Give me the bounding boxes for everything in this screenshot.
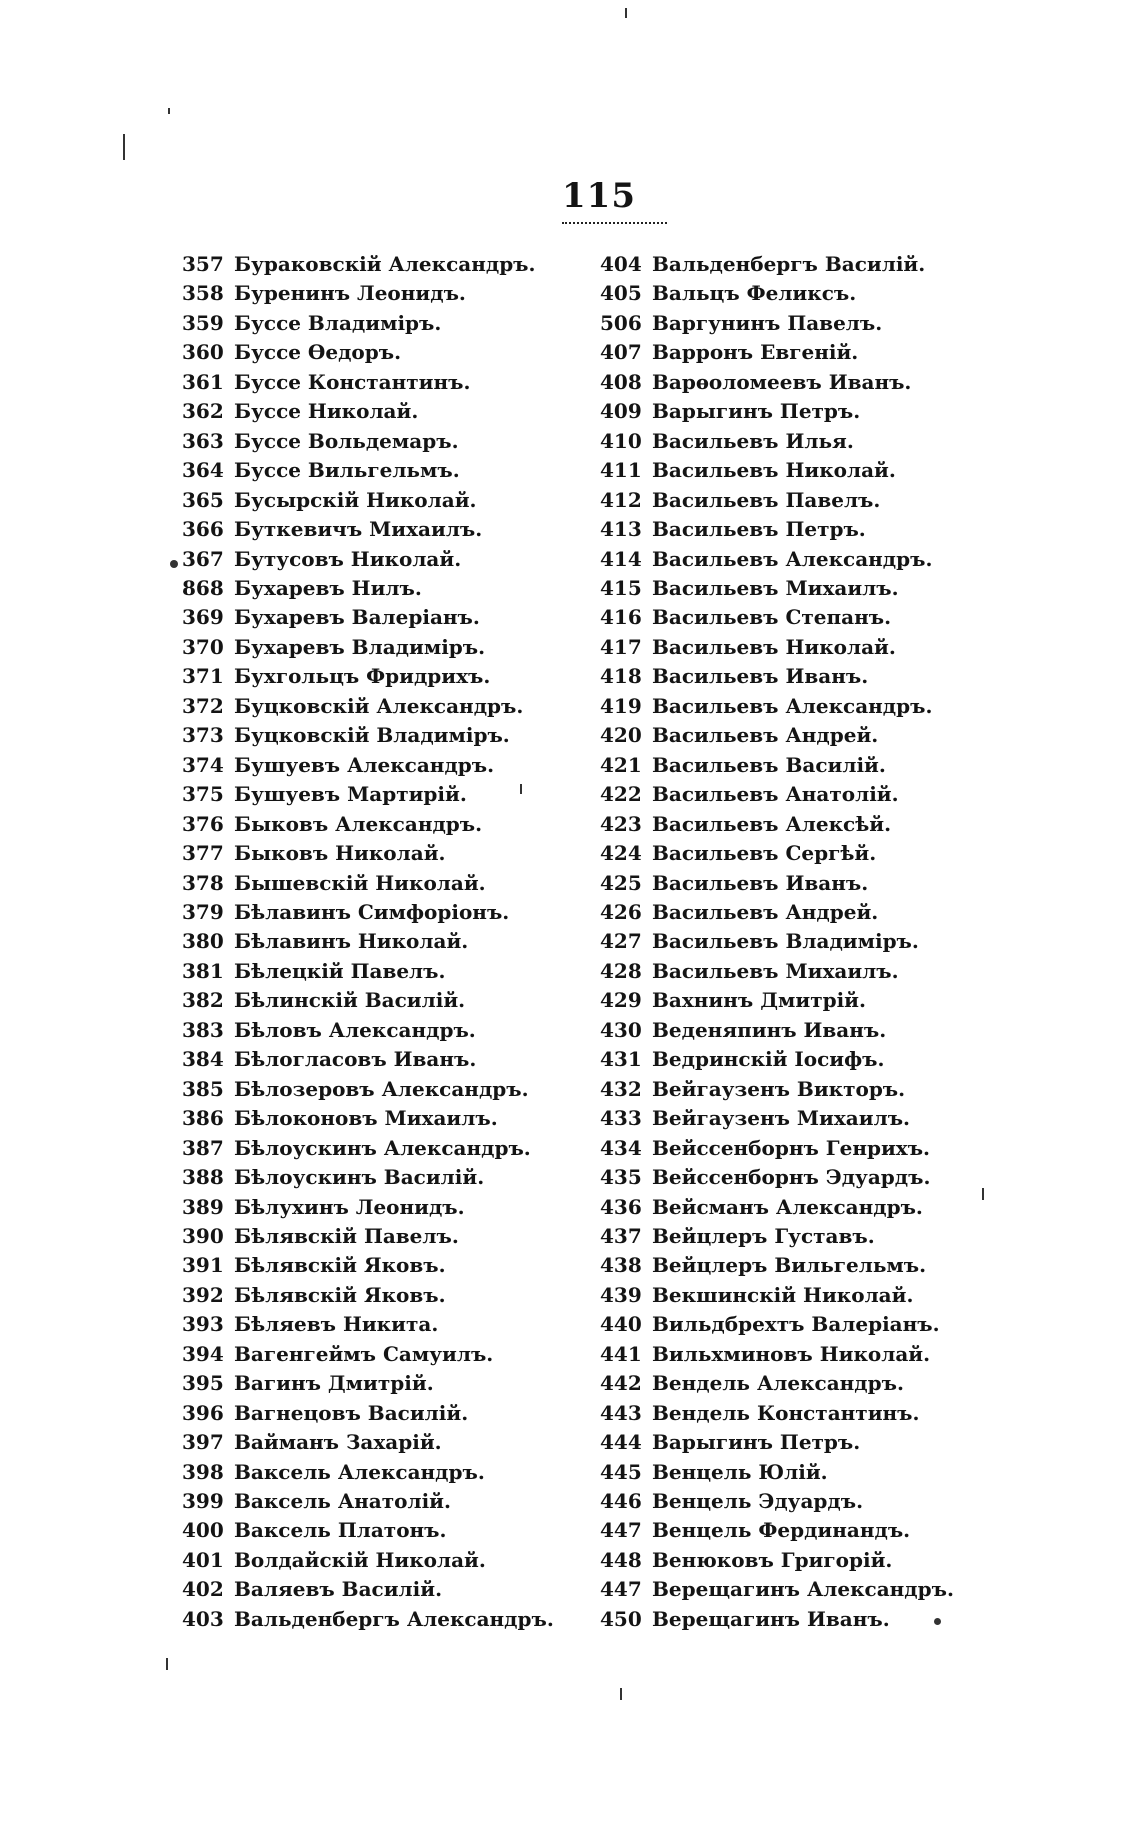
entry-name: Васильевъ Владиміръ. [652, 929, 919, 954]
entry-name: Буренинъ Леонидъ. [234, 281, 466, 306]
list-item [600, 751, 954, 780]
list-item [182, 1458, 554, 1487]
list-item [182, 662, 554, 691]
entry-name: Вендель Константинъ. [652, 1400, 920, 1425]
list-item [600, 1075, 954, 1104]
entry-number: 437 [600, 1223, 642, 1248]
entry-number: 363 [182, 428, 224, 453]
entry-name: Венцель Фердинандъ. [652, 1518, 911, 1543]
entry-number: 367 [182, 546, 224, 571]
entry-number: 377 [182, 841, 224, 866]
entry-number: 433 [600, 1106, 642, 1131]
entry-number: 423 [600, 811, 642, 836]
entry-name: Васильевъ Николай. [652, 458, 896, 483]
entry-number: 383 [182, 1017, 224, 1042]
entry-name: Васильевъ Иванъ. [652, 870, 869, 895]
list-item [600, 1546, 954, 1575]
list-item [600, 1605, 954, 1634]
entry-name: Варгунинъ Павелъ. [652, 310, 883, 335]
list-item [600, 1399, 954, 1428]
scan-mark [520, 784, 522, 794]
entry-name: Буссе Николай. [234, 399, 419, 424]
entry-number: 446 [600, 1489, 642, 1514]
entry-name: Вейссенборнъ Генрихъ. [652, 1135, 931, 1160]
list-item [600, 927, 954, 956]
list-item [182, 1075, 554, 1104]
entry-name: Вагинъ Дмитрій. [234, 1371, 434, 1396]
list-item [600, 1016, 954, 1045]
scan-mark [625, 8, 627, 18]
entry-name: Бѣлавинъ Симфоріонъ. [234, 899, 510, 924]
entry-number: 447 [600, 1518, 642, 1543]
entry-name: Венюковъ Григорій. [652, 1547, 893, 1572]
entry-number: 376 [182, 811, 224, 836]
entry-name: Буцковскій Владиміръ. [234, 723, 510, 748]
entry-number: 384 [182, 1047, 224, 1072]
list-item [182, 1134, 554, 1163]
list-item [600, 1516, 954, 1545]
entry-number: 381 [182, 958, 224, 983]
list-item [182, 1487, 554, 1516]
entry-number: 442 [600, 1371, 642, 1396]
entry-number: 445 [600, 1459, 642, 1484]
entry-name: Ваксель Платонъ. [234, 1518, 447, 1543]
entry-number: 357 [182, 252, 224, 276]
entry-name: Васильевъ Сергѣй. [652, 841, 877, 866]
entry-name: Бѣлогласовъ Иванъ. [234, 1047, 477, 1072]
list-item [600, 1134, 954, 1163]
entry-number: 393 [182, 1312, 224, 1337]
list-item [182, 1016, 554, 1045]
entry-name: Варыгинъ Петръ. [652, 1430, 861, 1455]
list-item [182, 1310, 554, 1339]
entry-name: Бураковскій Александръ. [234, 252, 536, 276]
entry-name: Буссе Вольдемаръ. [234, 428, 459, 453]
entry-number: 419 [600, 693, 642, 718]
entry-name: Васильевъ Николай. [652, 634, 896, 659]
list-item [600, 250, 954, 279]
entry-number: 407 [600, 340, 642, 365]
entry-name: Вагенгеймъ Самуилъ. [234, 1341, 494, 1366]
list-item [600, 1369, 954, 1398]
entry-name: Вайманъ Захарій. [234, 1430, 442, 1455]
scan-mark [123, 134, 125, 160]
entry-number: 415 [600, 575, 642, 600]
entry-number: 421 [600, 752, 642, 777]
scan-mark [982, 1188, 984, 1200]
entry-number: 390 [182, 1223, 224, 1248]
entry-name: Верещагинъ Александръ. [652, 1577, 954, 1602]
entry-number: 430 [600, 1017, 642, 1042]
entry-name: Васильевъ Андрей. [652, 899, 879, 924]
entry-name: Вейцлеръ Вильгельмъ. [652, 1253, 927, 1278]
entry-name: Вильхминовъ Николай. [652, 1341, 931, 1366]
entry-number: 408 [600, 369, 642, 394]
entry-name: Векшинскій Николай. [652, 1282, 914, 1307]
right-column [600, 250, 954, 1634]
entry-name: Ваксель Анатолій. [234, 1489, 451, 1514]
entry-number: 373 [182, 723, 224, 748]
list-item [182, 338, 554, 367]
entry-name: Быковъ Николай. [234, 841, 446, 866]
entry-name: Бушуевъ Александръ. [234, 752, 495, 777]
entry-number: 366 [182, 517, 224, 542]
list-item [182, 309, 554, 338]
entry-number: 394 [182, 1341, 224, 1366]
entry-number: 434 [600, 1135, 642, 1160]
entry-name: Варронъ Евгеній. [652, 340, 859, 365]
list-item [182, 1222, 554, 1251]
list-item [600, 309, 954, 338]
entry-name: Бѣловъ Александръ. [234, 1017, 476, 1042]
entry-name: Варѳоломеевъ Иванъ. [652, 369, 912, 394]
entry-number: 424 [600, 841, 642, 866]
entry-number: 440 [600, 1312, 642, 1337]
entry-name: Бѣлоускинъ Василій. [234, 1165, 485, 1190]
entry-name: Васильевъ Александръ. [652, 546, 933, 571]
entry-name: Бѣлинскій Василій. [234, 988, 466, 1013]
list-item [182, 986, 554, 1015]
entry-name: Бѣлоконовъ Михаилъ. [234, 1106, 498, 1131]
list-item [182, 869, 554, 898]
entry-name: Бушуевъ Мартирій. [234, 782, 467, 807]
entry-number: 392 [182, 1282, 224, 1307]
list-item [182, 1428, 554, 1457]
list-item [182, 1251, 554, 1280]
list-item [600, 1045, 954, 1074]
page-number: 115 [562, 176, 636, 216]
entry-number: 435 [600, 1165, 642, 1190]
entry-number: 420 [600, 723, 642, 748]
entry-name: Валяевъ Василій. [234, 1577, 443, 1602]
entry-number: 385 [182, 1076, 224, 1101]
entry-number: 374 [182, 752, 224, 777]
entry-number: 386 [182, 1106, 224, 1131]
entry-number: 450 [600, 1606, 642, 1631]
entry-name: Быковъ Александръ. [234, 811, 483, 836]
entry-number: 396 [182, 1400, 224, 1425]
entry-name: Бѣляевъ Никита. [234, 1312, 439, 1337]
entry-name: Вальденбергъ Александръ. [234, 1606, 554, 1631]
list-item [182, 692, 554, 721]
list-item [182, 1104, 554, 1133]
entry-number: 431 [600, 1047, 642, 1072]
list-item [182, 1193, 554, 1222]
entry-name: Венцель Эдуардъ. [652, 1489, 864, 1514]
list-item [182, 486, 554, 515]
list-item [600, 427, 954, 456]
entry-name: Вильдбрехтъ Валеріанъ. [652, 1312, 940, 1337]
entry-name: Бѣлявскій Яковъ. [234, 1253, 446, 1278]
entry-name: Бѣлоускинъ Александръ. [234, 1135, 531, 1160]
entry-number: 417 [600, 634, 642, 659]
list-item [182, 1340, 554, 1369]
entry-number: 398 [182, 1459, 224, 1484]
entry-number: 411 [600, 458, 642, 483]
list-item [182, 1516, 554, 1545]
entry-name: Вейцлеръ Густавъ. [652, 1223, 875, 1248]
entry-number: 439 [600, 1282, 642, 1307]
entry-name: Бусырскій Николай. [234, 487, 477, 512]
entry-number: 388 [182, 1165, 224, 1190]
list-item [182, 574, 554, 603]
entry-name: Васильевъ Алексѣй. [652, 811, 892, 836]
list-item [182, 927, 554, 956]
entry-number: 427 [600, 929, 642, 954]
entry-number: 426 [600, 899, 642, 924]
entry-number: 447 [600, 1577, 642, 1602]
list-item [600, 780, 954, 809]
entry-name: Венцель Юлій. [652, 1459, 828, 1484]
entry-name: Бухгольцъ Фридрихъ. [234, 664, 491, 689]
list-item [600, 456, 954, 485]
list-item [182, 1281, 554, 1310]
entry-number: 365 [182, 487, 224, 512]
left-column [182, 250, 554, 1634]
entry-number: 506 [600, 310, 642, 335]
list-item [182, 1546, 554, 1575]
entry-name: Вальцъ Феликсъ. [652, 281, 857, 306]
list-item [600, 603, 954, 632]
entry-name: Вагнецовъ Василій. [234, 1400, 469, 1425]
list-item [600, 397, 954, 426]
entry-number: 379 [182, 899, 224, 924]
list-item [182, 721, 554, 750]
entry-name: Васильевъ Степанъ. [652, 605, 892, 630]
list-item [182, 751, 554, 780]
list-item [600, 574, 954, 603]
entry-number: 375 [182, 782, 224, 807]
entry-name: Буссе Вильгельмъ. [234, 458, 460, 483]
list-item [600, 1458, 954, 1487]
list-item [182, 603, 554, 632]
entry-name: Васильевъ Александръ. [652, 693, 933, 718]
scan-mark [166, 1658, 168, 1670]
entry-number: 397 [182, 1430, 224, 1455]
list-item [600, 279, 954, 308]
entry-name: Бухаревъ Нилъ. [234, 575, 422, 600]
scan-mark [620, 1688, 622, 1700]
entry-name: Вейсманъ Александръ. [652, 1194, 923, 1219]
entry-name: Бухаревъ Валеріанъ. [234, 605, 480, 630]
entry-number: 364 [182, 458, 224, 483]
entry-number: 404 [600, 252, 642, 276]
entry-number: 448 [600, 1547, 642, 1572]
list-item [600, 986, 954, 1015]
entry-number: 410 [600, 428, 642, 453]
page-number-rule [562, 222, 667, 224]
entry-number: 414 [600, 546, 642, 571]
list-item [182, 1605, 554, 1634]
list-item [600, 839, 954, 868]
list-item [182, 515, 554, 544]
entry-number: 444 [600, 1430, 642, 1455]
entry-number: 389 [182, 1194, 224, 1219]
list-item [182, 1045, 554, 1074]
entry-number: 360 [182, 340, 224, 365]
entry-name: Васильевъ Василій. [652, 752, 886, 777]
entry-name: Васильевъ Михаилъ. [652, 575, 899, 600]
list-item [600, 957, 954, 986]
list-item [600, 1281, 954, 1310]
list-item [182, 633, 554, 662]
list-item [182, 1575, 554, 1604]
entry-name: Буткевичъ Михаилъ. [234, 517, 483, 542]
list-item [600, 692, 954, 721]
entry-name: Волдайскій Николай. [234, 1547, 486, 1572]
list-item [600, 869, 954, 898]
entry-name: Бѣлавинъ Николай. [234, 929, 469, 954]
list-item [182, 545, 554, 574]
entry-name: Васильевъ Анатолій. [652, 782, 899, 807]
list-item [600, 1193, 954, 1222]
entry-number: 359 [182, 310, 224, 335]
list-item [182, 250, 554, 279]
list-item [600, 1310, 954, 1339]
list-item [182, 780, 554, 809]
list-item [600, 1251, 954, 1280]
list-item [600, 515, 954, 544]
entry-number: 371 [182, 664, 224, 689]
entry-number: 418 [600, 664, 642, 689]
entry-number: 372 [182, 693, 224, 718]
list-item [600, 545, 954, 574]
entry-name: Буцковскій Александръ. [234, 693, 524, 718]
entry-number: 380 [182, 929, 224, 954]
list-item [182, 456, 554, 485]
entry-number: 382 [182, 988, 224, 1013]
list-item [600, 721, 954, 750]
entry-name: Васильевъ Илья. [652, 428, 854, 453]
entry-name: Вейгаузенъ Михаилъ. [652, 1106, 911, 1131]
list-item [600, 1163, 954, 1192]
entry-name: Ваксель Александръ. [234, 1459, 485, 1484]
entry-name: Веденяпинъ Иванъ. [652, 1017, 887, 1042]
list-item [182, 397, 554, 426]
entry-name: Вейссенборнъ Эдуардъ. [652, 1165, 931, 1190]
list-item [182, 1399, 554, 1428]
list-item [182, 810, 554, 839]
list-item [182, 1369, 554, 1398]
list-item [600, 338, 954, 367]
list-item [182, 957, 554, 986]
list-item [600, 1222, 954, 1251]
entry-name: Ведринскій Іосифъ. [652, 1047, 885, 1072]
entry-name: Вахнинъ Дмитрій. [652, 988, 866, 1013]
entry-number: 443 [600, 1400, 642, 1425]
list-item [600, 1487, 954, 1516]
entry-number: 425 [600, 870, 642, 895]
list-item [182, 839, 554, 868]
entry-number: 361 [182, 369, 224, 394]
entry-number: 370 [182, 634, 224, 659]
list-item [600, 1104, 954, 1133]
entry-number: 413 [600, 517, 642, 542]
entry-name: Бышевскій Николай. [234, 870, 486, 895]
list-item [182, 1163, 554, 1192]
entry-number: 362 [182, 399, 224, 424]
entry-number: 378 [182, 870, 224, 895]
entry-name: Верещагинъ Иванъ. [652, 1606, 890, 1631]
entry-number: 395 [182, 1371, 224, 1396]
list-item [600, 633, 954, 662]
entry-number: 438 [600, 1253, 642, 1278]
list-item [182, 279, 554, 308]
entry-name: Бѣлявскій Павелъ. [234, 1223, 459, 1248]
entry-number: 391 [182, 1253, 224, 1278]
scan-speck [170, 560, 178, 568]
list-item [600, 810, 954, 839]
entry-name: Бѣлозеровъ Александръ. [234, 1076, 529, 1101]
entry-number: 400 [182, 1518, 224, 1543]
entry-name: Буссе Константинъ. [234, 369, 471, 394]
entry-name: Бутусовъ Николай. [234, 546, 462, 571]
scan-speck [934, 1618, 941, 1625]
entry-name: Бѣлухинъ Леонидъ. [234, 1194, 465, 1219]
entry-number: 868 [182, 575, 224, 600]
entry-number: 402 [182, 1577, 224, 1602]
entry-number: 409 [600, 399, 642, 424]
list-item [600, 368, 954, 397]
list-item [600, 1340, 954, 1369]
entry-name: Буссе Ѳедоръ. [234, 340, 402, 365]
entry-number: 429 [600, 988, 642, 1013]
list-item [600, 486, 954, 515]
entry-name: Вейгаузенъ Викторъ. [652, 1076, 906, 1101]
entry-number: 399 [182, 1489, 224, 1514]
entry-number: 403 [182, 1606, 224, 1631]
entry-number: 436 [600, 1194, 642, 1219]
scan-mark [168, 108, 170, 114]
entry-number: 416 [600, 605, 642, 630]
list-item [182, 368, 554, 397]
entry-name: Вендель Александръ. [652, 1371, 904, 1396]
list-item [600, 1575, 954, 1604]
entry-name: Бухаревъ Владиміръ. [234, 634, 486, 659]
entry-name: Васильевъ Михаилъ. [652, 958, 899, 983]
entry-name: Вальденбергъ Василій. [652, 252, 926, 276]
entry-number: 401 [182, 1547, 224, 1572]
list-item [182, 898, 554, 927]
entry-number: 422 [600, 782, 642, 807]
list-item [600, 662, 954, 691]
entry-number: 369 [182, 605, 224, 630]
entry-number: 405 [600, 281, 642, 306]
entry-number: 387 [182, 1135, 224, 1160]
entry-number: 358 [182, 281, 224, 306]
entry-name: Васильевъ Андрей. [652, 723, 879, 748]
entry-number: 432 [600, 1076, 642, 1101]
entry-number: 428 [600, 958, 642, 983]
entry-name: Васильевъ Павелъ. [652, 487, 881, 512]
list-item [182, 427, 554, 456]
list-item [600, 898, 954, 927]
entry-number: 412 [600, 487, 642, 512]
entry-name: Варыгинъ Петръ. [652, 399, 861, 424]
entry-name: Буссе Владиміръ. [234, 310, 442, 335]
entry-name: Васильевъ Иванъ. [652, 664, 869, 689]
entry-number: 441 [600, 1341, 642, 1366]
entry-name: Бѣлявскій Яковъ. [234, 1282, 446, 1307]
list-item [600, 1428, 954, 1457]
entry-name: Бѣлецкій Павелъ. [234, 958, 446, 983]
entry-name: Васильевъ Петръ. [652, 517, 866, 542]
